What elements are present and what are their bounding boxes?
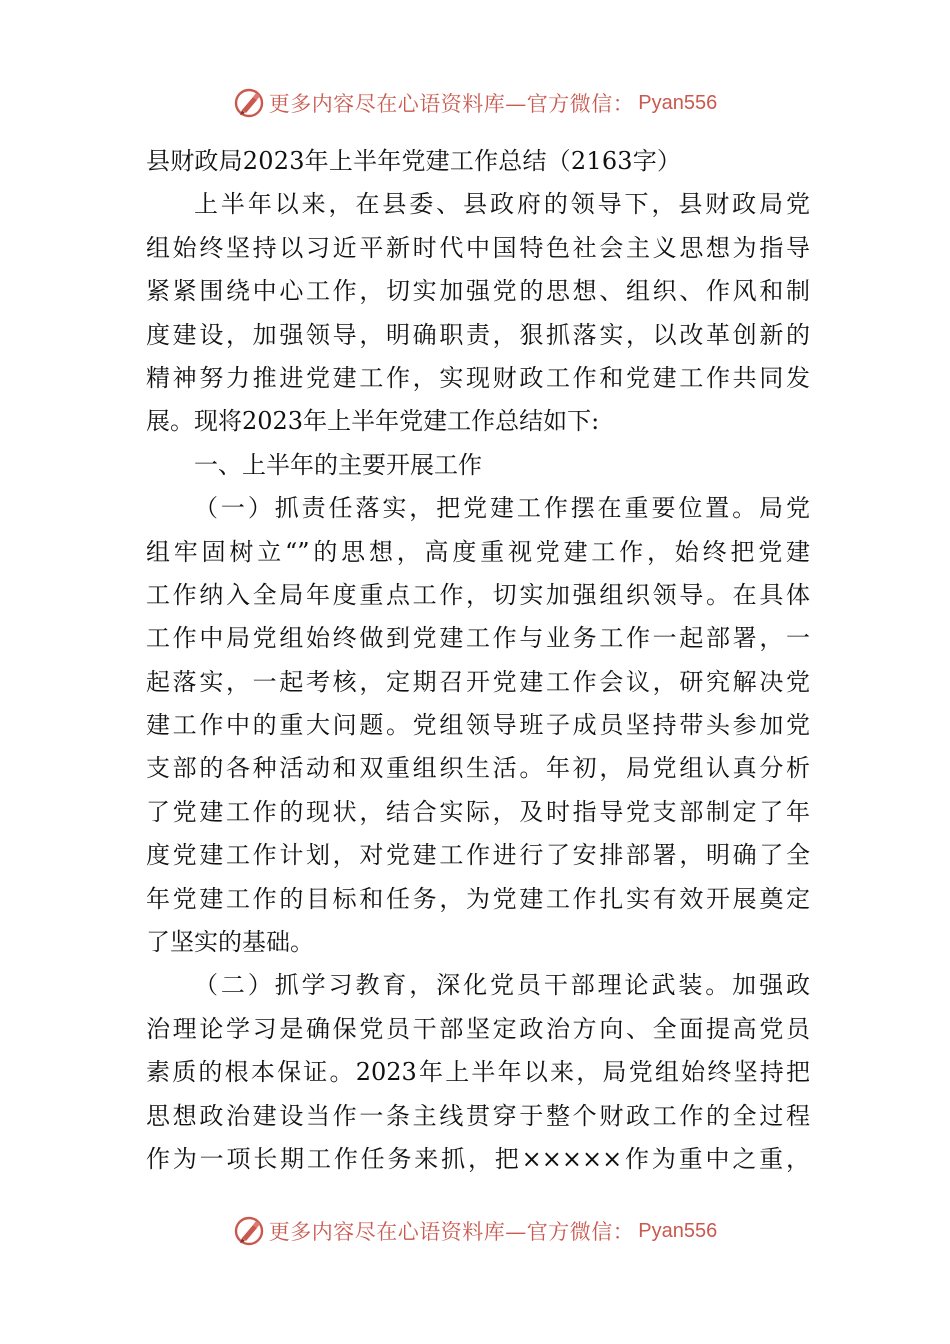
footer-watermark-banner — [0, 1211, 950, 1251]
paragraph-line: 度建设，加强领导，明确职责，狠抓落实，以改革创新的 — [146, 320, 810, 349]
paragraph-line: 度党建工作计划，对党建工作进行了安排部署，明确了全 — [146, 841, 810, 870]
paragraph-line: 紧紧围绕中心工作，切实加强党的思想、组织、作风和制 — [146, 277, 810, 306]
paragraph-line: 了党建工作的现状，结合实际，及时指导党支部制定了年 — [146, 797, 810, 826]
header-watermark-banner — [0, 83, 950, 123]
paragraph-line: 起落实，一起考核，定期召开党建工作会议，研究解决党 — [146, 667, 810, 696]
paragraph-line: 精神努力推进党建工作，实现财政工作和党建工作共同发 — [146, 363, 810, 392]
pen-nib-logo-icon — [233, 87, 265, 119]
paragraph-line: 了坚实的基础。 — [146, 928, 314, 957]
paragraph-line: （二）抓学习教育，深化党员干部理论武装。加强政 — [194, 971, 810, 1000]
wechat-id: Pyan556 — [638, 1219, 718, 1242]
paragraph-line: （一）抓责任落实，把党建工作摆在重要位置。局党 — [194, 494, 810, 523]
paragraph-line: 作为一项长期工作任务来抓，把×××××作为重中之重， — [146, 1144, 810, 1173]
pen-nib-logo-icon — [233, 1215, 265, 1247]
document-title: 县财政局2023年上半年党建工作总结（2163字） — [146, 147, 682, 175]
paragraph-line: 年党建工作的目标和任务，为党建工作扎实有效开展奠定 — [146, 884, 810, 913]
paragraph-line: 工作中局党组始终做到党建工作与业务工作一起部署，一 — [146, 624, 810, 653]
paragraph-line: 展。现将2023年上半年党建工作总结如下: — [146, 407, 600, 436]
section-heading: 一、上半年的主要开展工作 — [194, 450, 482, 479]
watermark-text: 更多内容尽在心语资料库—官方微信： — [268, 92, 635, 116]
paragraph-line: 组牢固树立“”的思想，高度重视党建工作，始终把党建 — [146, 537, 810, 566]
document-body — [146, 140, 810, 1181]
paragraph-line: 工作纳入全局年度重点工作，切实加强组织领导。在具体 — [146, 580, 810, 609]
paragraph-line: 思想政治建设当作一条主线贯穿于整个财政工作的全过程 — [146, 1101, 810, 1130]
watermark-text: 更多内容尽在心语资料库—官方微信： — [268, 1220, 635, 1244]
paragraph-line: 组始终坚持以习近平新时代中国特色社会主义思想为指导 — [146, 233, 810, 262]
paragraph-line: 上半年以来，在县委、县政府的领导下，县财政局党 — [194, 190, 810, 219]
wechat-id: Pyan556 — [638, 91, 718, 114]
paragraph-line: 建工作中的重大问题。党组领导班子成员坚持带头参加党 — [146, 711, 810, 740]
paragraph-line: 治理论学习是确保党员干部坚定政治方向、全面提高党员 — [146, 1014, 810, 1043]
paragraph-line: 支部的各种活动和双重组织生活。年初，局党组认真分析 — [146, 754, 810, 783]
paragraph-line: 素质的根本保证。2023年上半年以来，局党组始终坚持把 — [146, 1058, 810, 1087]
